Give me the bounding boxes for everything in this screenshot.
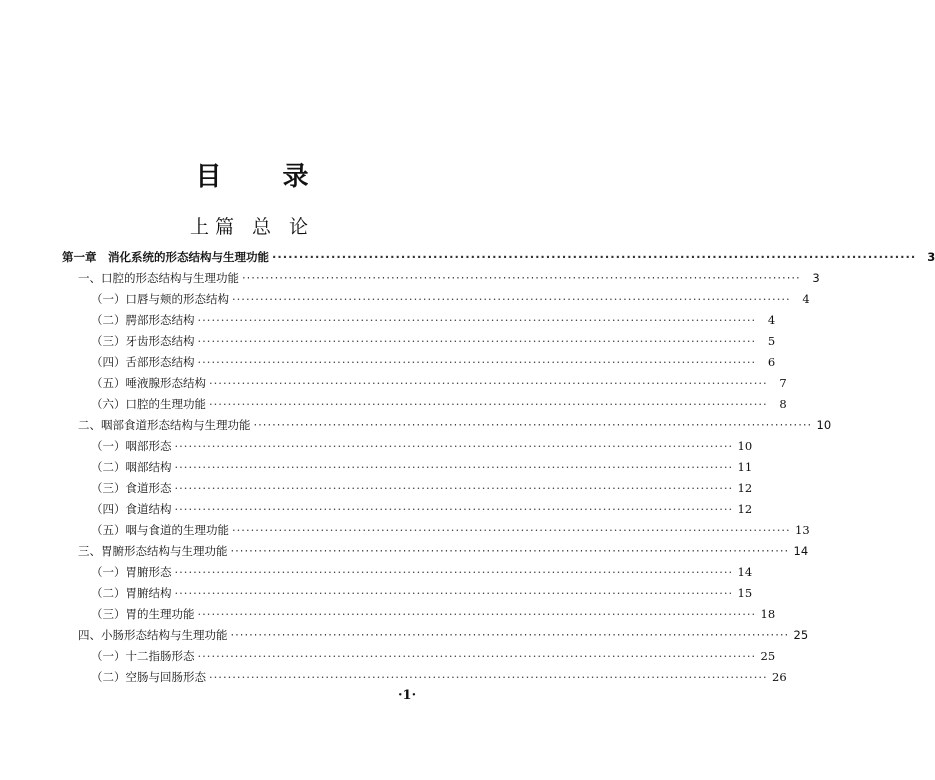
leader-dots: ························································································································ bbox=[197, 355, 757, 369]
leader-dots: ························································································································ bbox=[253, 418, 813, 432]
toc-entry: （四）食道结构 ························································································································ 12 bbox=[91, 502, 753, 516]
leader-dots: ························································································································ bbox=[209, 397, 768, 411]
leader-dots: ························································································································ bbox=[174, 439, 734, 453]
leader-dots: ························································································································ bbox=[174, 481, 734, 495]
page-number: ·1· bbox=[398, 688, 417, 703]
toc-entry: （六）口腔的生理功能 ························································································································ 8 bbox=[91, 397, 787, 411]
toc-entry: 二、咽部食道形态结构与生理功能 ························································································································ 10 bbox=[78, 418, 832, 432]
toc-entry: （三）牙齿形态结构 ························································································································ 5 bbox=[91, 334, 776, 348]
toc-entry: （二）空肠与回肠形态 ························································································································ 26 bbox=[91, 670, 787, 684]
toc-entry: （一）十二指肠形态 ························································································································ 25 bbox=[91, 649, 776, 663]
page-title: 目 录 bbox=[195, 162, 335, 192]
leader-dots: ························································································································ bbox=[174, 502, 734, 516]
leader-dots: ························································································································ bbox=[272, 250, 917, 264]
toc-entry: （五）唾液腺形态结构 ························································································································ 7 bbox=[91, 376, 787, 390]
leader-dots: ························································································································ bbox=[174, 586, 734, 600]
toc-entry: （二）胃腑结构 ························································································································ 15 bbox=[91, 586, 753, 600]
leader-dots: ························································································································ bbox=[197, 334, 757, 348]
leader-dots: ························································································································ bbox=[197, 649, 757, 663]
toc-entry: 第一章 消化系统的形态结构与生理功能 ························································································································ 3 bbox=[62, 250, 935, 264]
toc-entry: （一）口唇与颊的形态结构 ························································································································ 4 bbox=[91, 292, 810, 306]
leader-dots: ························································································································ bbox=[209, 376, 768, 390]
leader-dots: ························································································································ bbox=[242, 271, 801, 285]
leader-dots: ························································································································ bbox=[232, 292, 791, 306]
leader-dots: ························································································································ bbox=[209, 670, 768, 684]
toc-entry: 四、小肠形态结构与生理功能 ························································································································ 25 bbox=[78, 628, 809, 642]
leader-dots: ························································································································ bbox=[230, 628, 790, 642]
toc-entry: 一、口腔的形态结构与生理功能 ························································································································ 3 bbox=[78, 271, 820, 285]
toc-entry: 三、胃腑形态结构与生理功能 ························································································································ 14 bbox=[78, 544, 809, 558]
toc-entry: （五）咽与食道的生理功能 ························································································································ 13 bbox=[91, 523, 810, 537]
toc-entry: （一）胃腑形态 ························································································································ 14 bbox=[91, 565, 753, 579]
leader-dots: ························································································································ bbox=[197, 607, 757, 621]
leader-dots: ························································································································ bbox=[232, 523, 791, 537]
toc-entry: （一）咽部形态 ························································································································ 10 bbox=[91, 439, 753, 453]
toc-entry: （二）咽部结构 ························································································································ 11 bbox=[91, 460, 753, 474]
toc-entry: （二）腭部形态结构 ························································································································ 4 bbox=[91, 313, 776, 327]
leader-dots: ························································································································ bbox=[197, 313, 757, 327]
toc-entry: （三）食道形态 ························································································································ 12 bbox=[91, 481, 753, 495]
toc-entry: （四）舌部形态结构 ························································································································ 6 bbox=[91, 355, 776, 369]
leader-dots: ························································································································ bbox=[174, 460, 734, 474]
leader-dots: ························································································································ bbox=[174, 565, 734, 579]
section-heading: 上篇 总 论 bbox=[189, 216, 315, 238]
toc-entry: （三）胃的生理功能 ························································································································ 18 bbox=[91, 607, 776, 621]
leader-dots: ························································································································ bbox=[230, 544, 790, 558]
